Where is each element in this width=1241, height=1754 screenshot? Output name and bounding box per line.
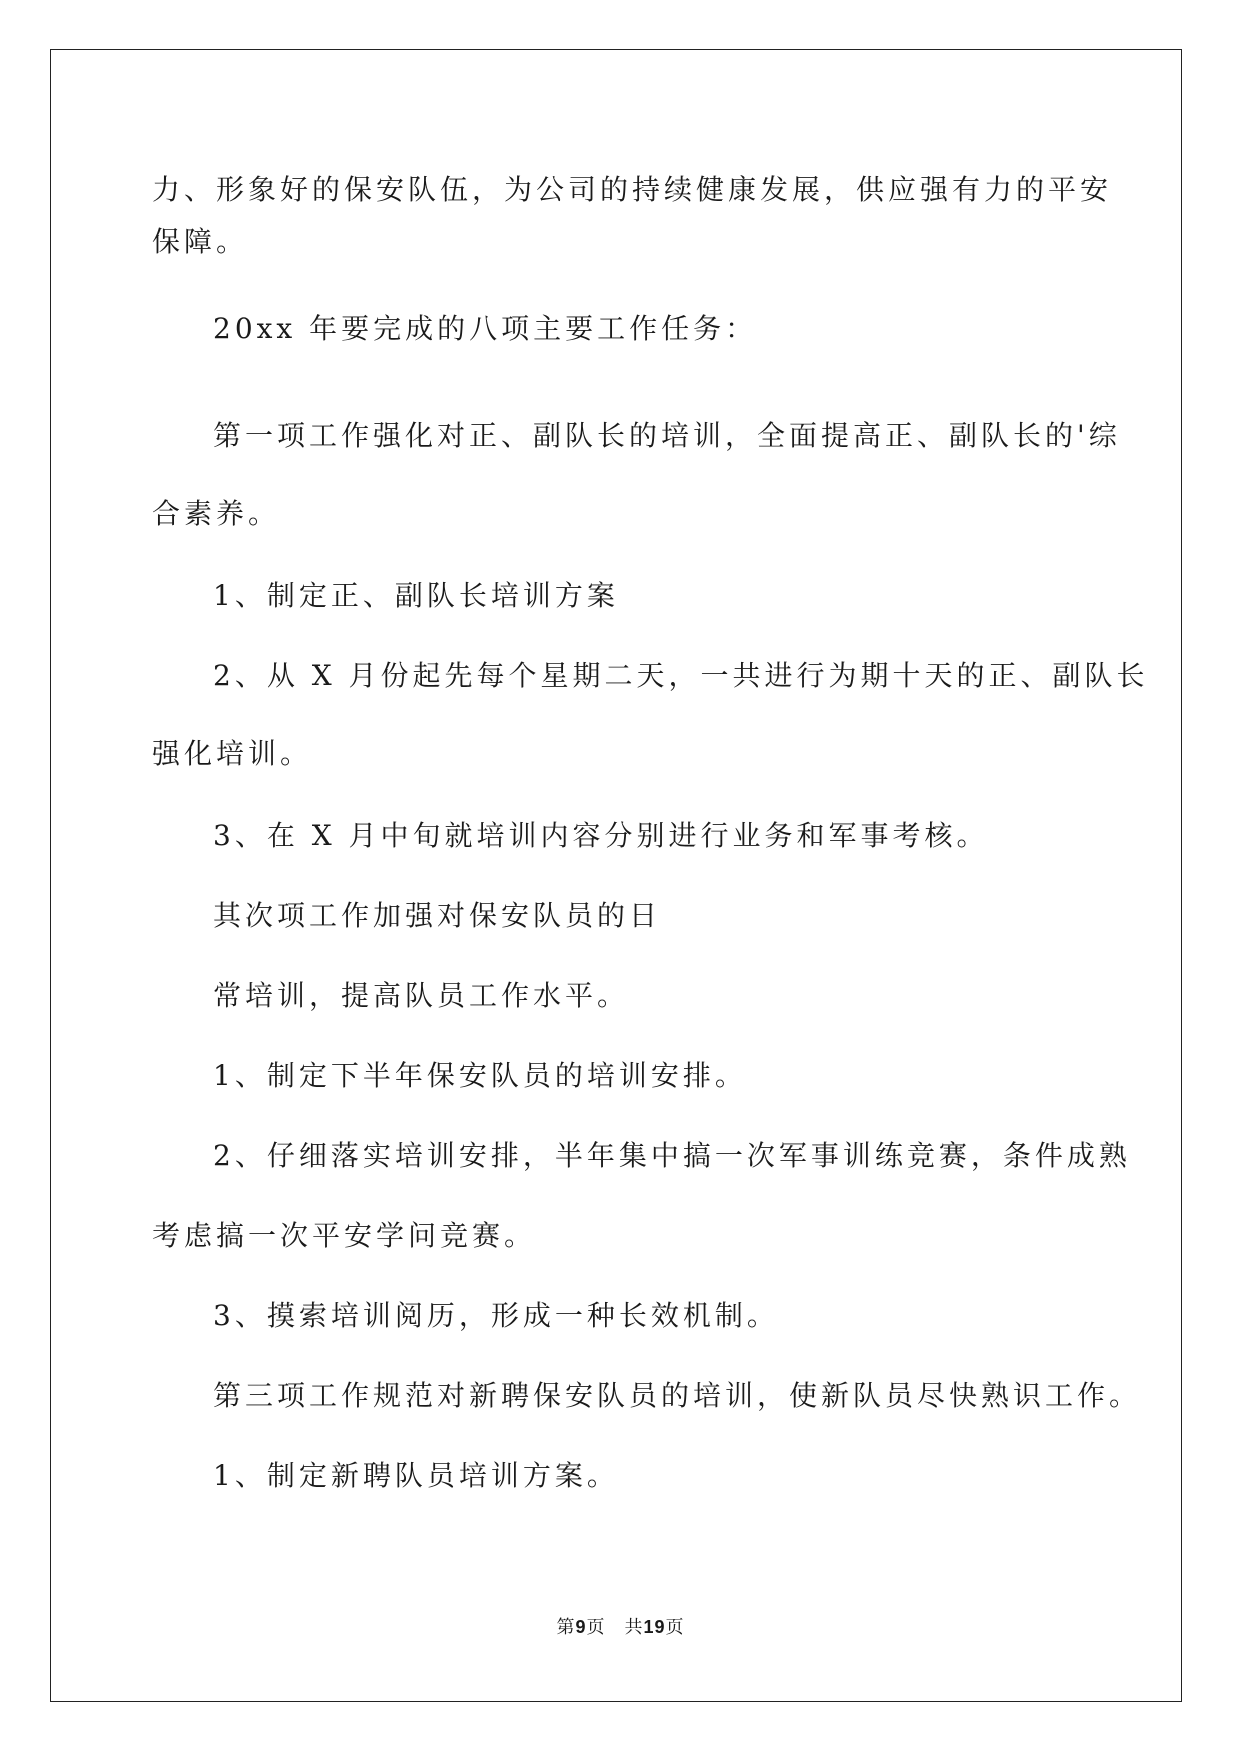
paragraph-line: 第一项工作强化对正、副队长的培训，全面提高正、副队长的'综 [213,419,1121,452]
page-label-suffix: 页 [665,1617,685,1638]
paragraph-line: 1、制定下半年保安队员的培训安排。 [213,1059,747,1092]
page-footer [0,1615,1241,1640]
paragraph-line: 其次项工作加强对保安队员的日 [213,899,662,932]
paragraph-line: 2、从 X 月份起先每个星期二天，一共进行为期十天的正、副队长 [213,659,1149,692]
paragraph-line: 强化培训。 [152,737,313,770]
paragraph-line: 3、在 X 月中旬就培训内容分别进行业务和军事考核。 [213,819,989,852]
current-page-number: 9 [575,1617,587,1637]
paragraph-line: 20xx 年要完成的八项主要工作任务： [213,312,758,345]
paragraph-line: 合素养。 [152,497,281,530]
paragraph-line: 1、制定正、副队长培训方案 [213,579,619,612]
page-border [50,49,1182,1702]
paragraph-line: 1、制定新聘队员培训方案。 [213,1459,619,1492]
paragraph-line: 力、形象好的保安队伍，为公司的持续健康发展，供应强有力的平安 [152,173,1113,206]
page-label-mid: 页 共 [586,1617,644,1638]
paragraph-line: 常培训，提高队员工作水平。 [213,979,630,1012]
paragraph-line: 考虑搞一次平安学问竞赛。 [152,1219,537,1252]
total-page-number: 19 [643,1617,666,1637]
paragraph-line: 2、仔细落实培训安排，半年集中搞一次军事训练竞赛，条件成熟 [213,1139,1131,1172]
paragraph-line: 3、摸索培训阅历，形成一种长效机制。 [213,1299,779,1332]
page-label-prefix: 第 [556,1617,576,1638]
paragraph-line: 保障。 [152,225,249,258]
paragraph-line: 第三项工作规范对新聘保安队员的培训，使新队员尽快熟识工作。 [213,1379,1142,1412]
